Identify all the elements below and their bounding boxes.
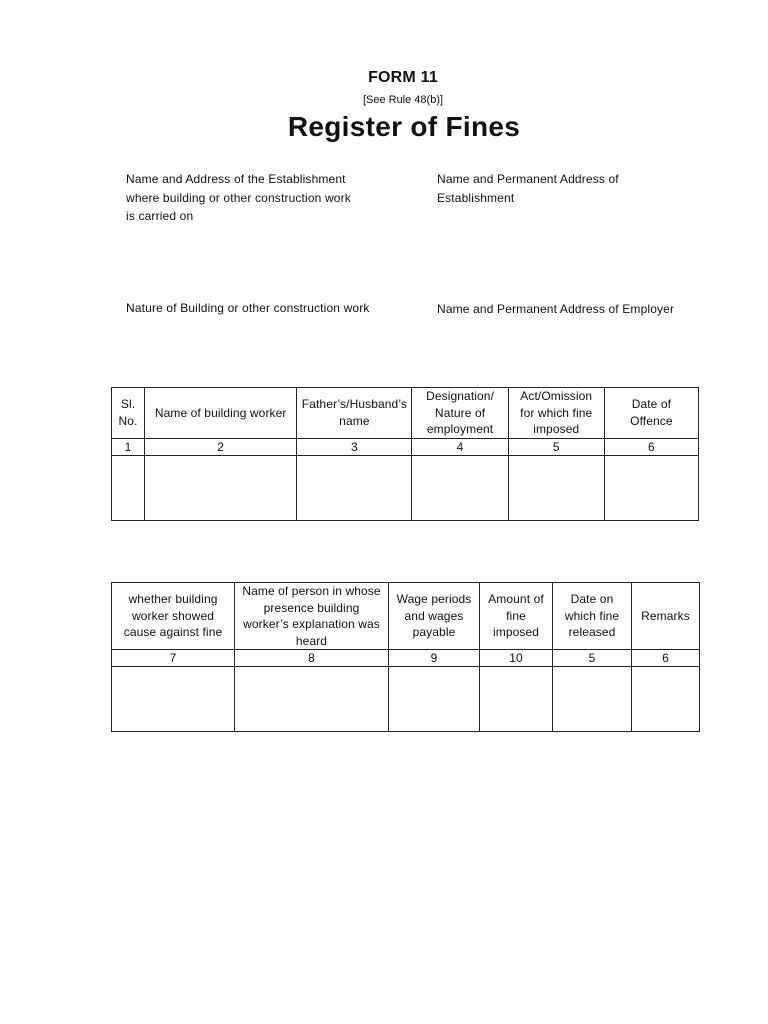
empty-cell: [145, 455, 297, 520]
empty-cell: [297, 455, 412, 520]
col-header-act-omission: Act/Omission for which fine imposed: [508, 388, 604, 439]
establishment-name-address-label: Name and Address of the Establishment where building or other construction work is carried on: [126, 172, 351, 223]
column-number: 9: [389, 650, 480, 667]
empty-cell: [412, 455, 508, 520]
column-number: 3: [297, 438, 412, 455]
column-number: 2: [145, 438, 297, 455]
column-number: 10: [480, 650, 553, 667]
column-number-row: [112, 438, 699, 455]
empty-cell: [553, 667, 632, 732]
table-header-row: [112, 583, 700, 650]
nature-of-work-label: Nature of Building or other construction work: [126, 301, 370, 315]
column-number: 5: [508, 438, 604, 455]
form-number: FORM 11: [368, 69, 438, 86]
document-title: Register of Fines: [287, 111, 521, 142]
col-header-father-husband-name: Father’s/Husband’s name: [297, 388, 412, 439]
table-row: [112, 667, 700, 732]
empty-cell: [604, 455, 698, 520]
table-header-row: [112, 388, 699, 439]
col-header-showed-cause: whether building worker showed cause against fine: [112, 583, 235, 650]
col-header-remarks: Remarks: [632, 583, 700, 650]
column-number: 4: [412, 438, 508, 455]
empty-cell: [235, 667, 389, 732]
column-number: 8: [235, 650, 389, 667]
col-header-designation: Designation/ Nature of employment: [412, 388, 508, 439]
empty-cell: [112, 667, 235, 732]
fines-table-part-2: [111, 582, 700, 732]
col-header-date-of-offence: Date of Offence: [604, 388, 698, 439]
table-row: [112, 455, 699, 520]
rule-reference: [See Rule 48(b)]: [362, 94, 444, 106]
column-number: 6: [604, 438, 698, 455]
employer-address-label: Name and Permanent Address of Employer: [437, 302, 675, 316]
col-header-amount-of-fine: Amount of fine imposed: [480, 583, 553, 650]
empty-cell: [480, 667, 553, 732]
empty-cell: [508, 455, 604, 520]
column-number: 7: [112, 650, 235, 667]
col-header-witness-name: Name of person in whose presence building worker’s explanation was heard: [235, 583, 389, 650]
col-header-wage-periods: Wage periods and wages payable: [389, 583, 480, 650]
column-number: 1: [112, 438, 145, 455]
empty-cell: [632, 667, 700, 732]
empty-cell: [389, 667, 480, 732]
column-number: 6: [632, 650, 700, 667]
col-header-sl-no: Sl. No.: [112, 388, 145, 439]
column-number: 5: [553, 650, 632, 667]
column-number-row: [112, 650, 700, 667]
empty-cell: [112, 455, 145, 520]
col-header-worker-name: Name of building worker: [145, 388, 297, 439]
fines-table-part-1: [111, 387, 699, 521]
col-header-date-fine-released: Date on which fine released: [553, 583, 632, 650]
permanent-address-establishment-label: Name and Permanent Address of Establishment: [437, 172, 619, 205]
